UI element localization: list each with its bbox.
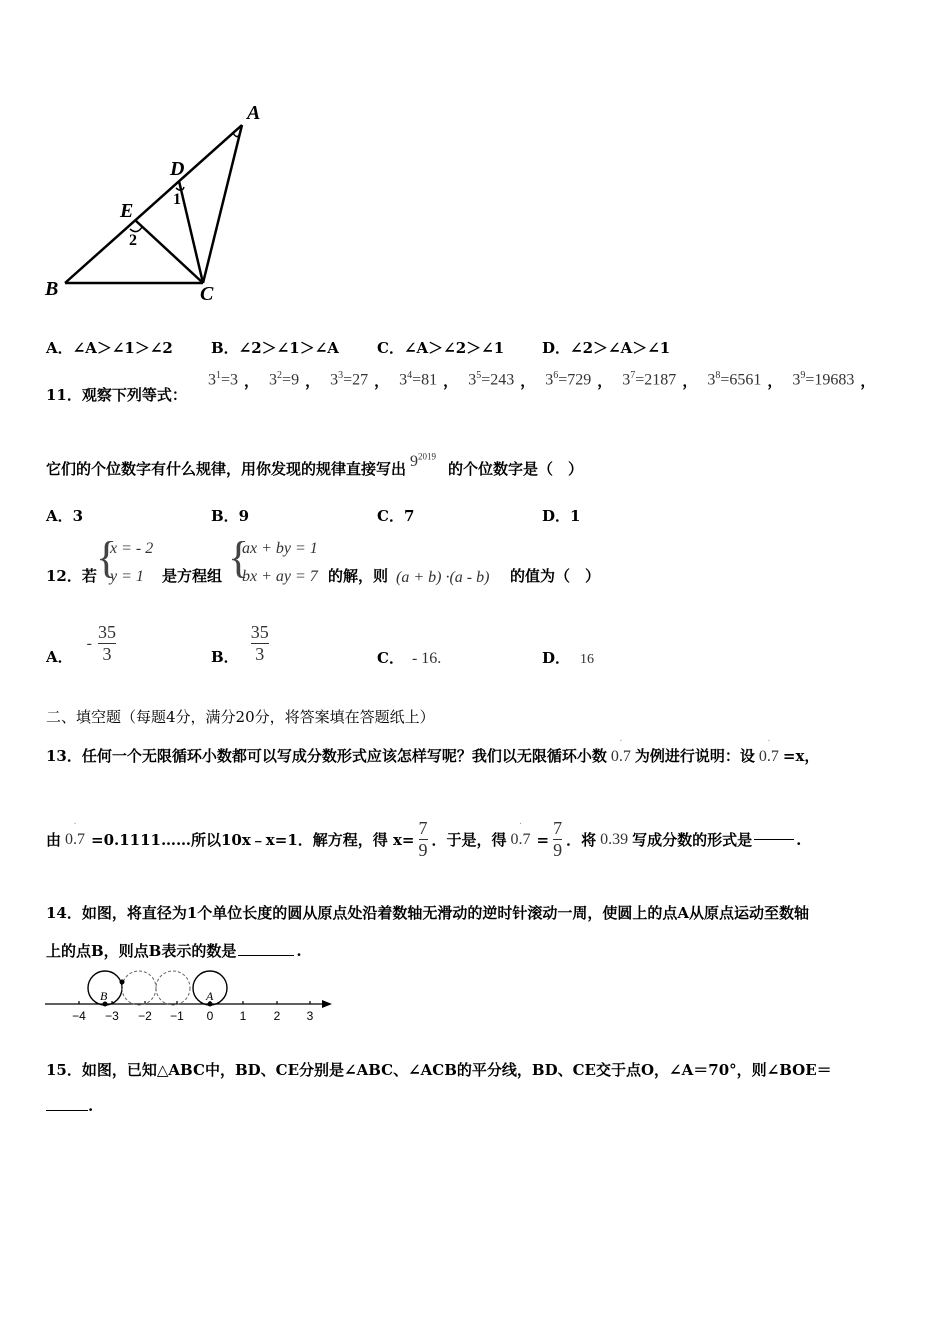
q11-powers: $3^1=3$ ， $3^2=9$ ， $3^3=27$ ， $3^4=81$ ， $3^5=243$ ， $3^6=729$ ， $3^7=2187$ ， $3^8=6561$ ， $3^9=19683$ ，: [208, 370, 876, 390]
q11-line2: 它们的个位数字有什么规律，用你发现的规律直接写出 $9^{2019}$的个位数字是（ ）: [46, 451, 584, 478]
label-2: 2: [129, 232, 137, 249]
power-item: $3^2=9$: [269, 370, 300, 389]
q14-line1: 14．如图，将直径为1个单位长度的圆从原点处沿着数轴无滑动的逆时针滚动一周，使圆上的点A从原点运动至数轴: [46, 904, 809, 922]
label-A: A: [247, 102, 261, 124]
q11-option-a: A．3: [46, 507, 84, 525]
q14-line2: 上的点B，则点B表示的数是 .: [46, 942, 302, 960]
tick-label: −4: [72, 1009, 86, 1023]
q12-equation-1: ax + by = 1: [242, 540, 318, 557]
label-B: B: [45, 278, 59, 300]
label-E: E: [120, 200, 134, 222]
q12-equation-2: bx + ay = 7: [242, 568, 318, 585]
q13-line2: 由 · 0.7 =0.1111……所以10x﹣x=1．解方程，得 x= $\frac{7}{9}$ ．于是，得 · 0.7 = $\frac{7}{9}$ ．将 0.39 写成分数的形式是 .: [46, 818, 801, 861]
tick-label: 0: [206, 1009, 214, 1023]
q12-then: 的解，则: [328, 567, 389, 585]
power-item: $3^4=81$: [399, 370, 438, 389]
tick-label: 1: [239, 1009, 247, 1023]
tick-label: −1: [170, 1009, 184, 1023]
q12-option-c: C． - 16.: [377, 649, 442, 667]
q11-lead: 11．观察下列等式：: [46, 386, 187, 404]
section-2-title: 二、填空题（每题4分，满分20分，将答案填在答题纸上）: [46, 708, 435, 726]
q13-answer-blank[interactable]: [754, 839, 794, 840]
power-item: $3^3=27$: [330, 370, 369, 389]
q15-line2: .: [46, 1097, 93, 1115]
q13-line1: 13．任何一个无限循环小数都可以写成分数形式应该怎样写呢？我们以无限循环小数· 0.7 为例进行说明：设· 0.7 =x，: [46, 745, 819, 766]
brace-left-2: {: [228, 533, 250, 582]
label-C: C: [200, 283, 214, 305]
q11-option-d: D．1: [542, 507, 581, 525]
q10-option-d: D．∠2＞∠A＞∠1: [542, 339, 671, 357]
label-A-point: A: [206, 989, 214, 1003]
q12-tail: 的值为（ ）: [510, 567, 601, 585]
power-item: $3^7=2187$: [622, 370, 677, 389]
q12-option-b: B． $\frac{35}{3}$: [211, 622, 269, 666]
q10-option-a: A．∠A＞∠1＞∠2: [46, 339, 173, 357]
tick-label: −2: [138, 1009, 152, 1023]
q15-line1: 15．如图，已知△ABC中，BD、CE分别是∠ABC、∠ACB的平分线，BD、CE交于点O，∠A＝70°，则∠BOE＝: [46, 1061, 832, 1079]
tick-label: −3: [105, 1009, 119, 1023]
brace-left-1: {: [96, 533, 118, 582]
q12-mid: 是方程组: [162, 567, 223, 585]
q10-option-b: B．∠2＞∠1＞∠A: [211, 339, 339, 357]
q12-solution-x: x = - 2: [110, 540, 154, 557]
q12-option-d: D． 16: [542, 649, 595, 667]
label-1: 1: [173, 191, 181, 208]
number-line-figure: [40, 962, 340, 1024]
triangle-figure: [40, 95, 280, 310]
q15-answer-blank[interactable]: [46, 1110, 88, 1111]
tick-label: 2: [273, 1009, 281, 1023]
q11-option-b: B．9: [211, 507, 250, 525]
label-B-point: B: [100, 989, 108, 1003]
q12-option-a: A． - $\frac{35}{3}$: [46, 622, 116, 666]
q12-lead: 12．若: [46, 567, 97, 585]
q14-answer-blank[interactable]: [238, 955, 294, 956]
power-item: $3^9=19683$: [792, 370, 855, 389]
q12-expression: (a + b) ·(a - b): [396, 569, 490, 586]
tick-label: 3: [306, 1009, 314, 1023]
label-D: D: [170, 158, 185, 180]
power-item: $3^8=6561$: [707, 370, 762, 389]
power-item: $3^1=3$: [208, 370, 239, 389]
power-item: $3^5=243$: [468, 370, 515, 389]
q11-option-c: C．7: [377, 507, 415, 525]
q10-option-c: C．∠A＞∠2＞∠1: [377, 339, 505, 357]
power-item: $3^6=729$: [545, 370, 592, 389]
q12-solution-y: y = 1: [110, 568, 144, 585]
